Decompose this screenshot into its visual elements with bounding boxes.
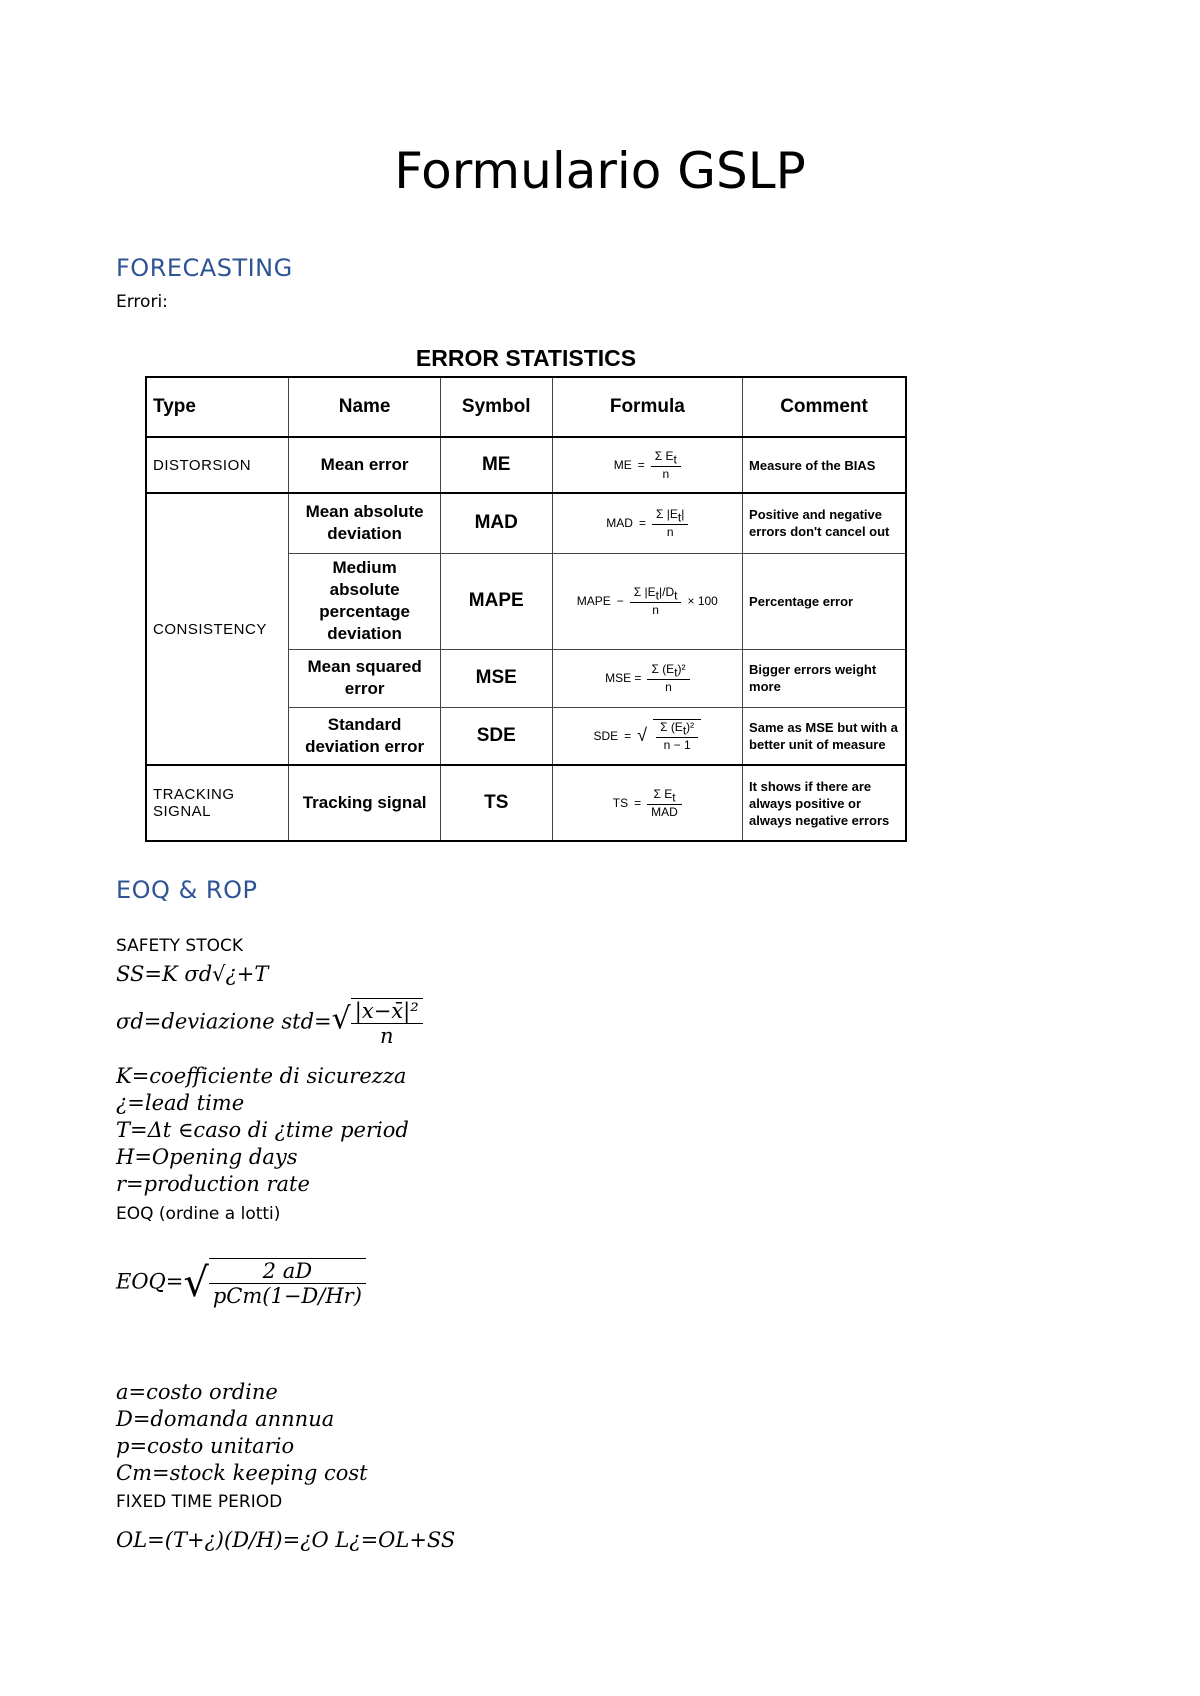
def-p: p=costo unitario <box>116 1434 295 1458</box>
safety-stock-formula: SS=K σd√¿+T <box>116 962 269 986</box>
eoq-formula: EOQ=√ $\frac{2 aD}{\text{pCm(1−D/Hr)}}$ <box>116 1258 366 1308</box>
table-row <box>146 765 906 841</box>
table-row <box>146 493 906 553</box>
row-comment: Percentage error <box>743 553 906 649</box>
row-symbol: ME <box>440 437 552 493</box>
row-name: Standard deviation error <box>289 707 441 765</box>
eoq-label: EOQ (ordine a lotti) <box>116 1204 281 1224</box>
row-comment: Positive and negative errors don't cancel out <box>743 493 906 553</box>
def-d: D=domanda annnua <box>116 1407 335 1431</box>
row-symbol: MAD <box>440 493 552 553</box>
def-lead-time: ¿=lead time <box>116 1091 245 1115</box>
row-formula: MAPE − $\frac{\Sigma |E_t|/D_t}{n}$ × 100 <box>552 553 742 649</box>
error-statistics-table <box>145 376 907 842</box>
header-formula: Formula <box>552 377 742 437</box>
def-r: r=production rate <box>116 1172 310 1196</box>
type-tracking: TRACKING SIGNAL <box>146 765 289 841</box>
row-name: Mean error <box>289 437 441 493</box>
fixed-time-period-formula: OL=(T+¿)(D/H)=¿O L¿=OL+SS <box>116 1528 456 1552</box>
def-cm: Cm=stock keeping cost <box>116 1461 368 1485</box>
forecasting-heading: FORECASTING <box>116 254 293 282</box>
row-symbol: MSE <box>440 649 552 707</box>
sigma-formula: σd=deviazione std=√ $\frac{\text{|x−x̄|²}}{n}$ <box>116 998 423 1048</box>
row-name: Mean squared error <box>289 649 441 707</box>
row-formula: SDE = √ $\frac{\Sigma (E_t)^2}{n - 1}$ <box>552 707 742 765</box>
row-name: Tracking signal <box>289 765 441 841</box>
header-comment: Comment <box>743 377 906 437</box>
row-formula: ME = $\frac{\Sigma E_t}{n}$ <box>552 437 742 493</box>
fixed-time-period-label: FIXED TIME PERIOD <box>116 1492 283 1512</box>
def-k: K=coefficiente di sicurezza <box>116 1064 407 1088</box>
header-symbol: Symbol <box>440 377 552 437</box>
type-consistency: CONSISTENCY <box>146 493 289 765</box>
table-row <box>146 437 906 493</box>
row-comment: Measure of the BIAS <box>743 437 906 493</box>
error-statistics-title: ERROR STATISTICS <box>415 345 637 371</box>
document-title: Formulario GSLP <box>394 142 806 200</box>
row-formula: TS = $\frac{\Sigma E_t}{\text{MAD}}$ <box>552 765 742 841</box>
row-name: Mean absolute deviation <box>289 493 441 553</box>
safety-stock-label: SAFETY STOCK <box>116 936 244 956</box>
errors-label: Errori: <box>116 292 168 312</box>
row-comment: It shows if there are always positive or always negative errors <box>743 765 906 841</box>
row-symbol: MAPE <box>440 553 552 649</box>
def-t: T=Δt ∈caso di ¿time period <box>116 1118 409 1142</box>
header-name: Name <box>289 377 441 437</box>
table-header-row <box>146 377 906 437</box>
type-distortion: DISTORSION <box>146 437 289 493</box>
row-symbol: SDE <box>440 707 552 765</box>
row-comment: Same as MSE but with a better unit of measure <box>743 707 906 765</box>
row-comment: Bigger errors weight more <box>743 649 906 707</box>
row-formula: MSE = $\frac{\Sigma (E_t)^2}{n}$ <box>552 649 742 707</box>
def-h: H=Opening days <box>116 1145 298 1169</box>
def-a: a=costo ordine <box>116 1380 278 1404</box>
row-symbol: TS <box>440 765 552 841</box>
row-name: Medium absolute percentage deviation <box>289 553 441 649</box>
eoq-rop-heading: EOQ & ROP <box>116 876 258 904</box>
row-formula: MAD = $\frac{\Sigma |E_t|}{n}$ <box>552 493 742 553</box>
header-type: Type <box>146 377 289 437</box>
